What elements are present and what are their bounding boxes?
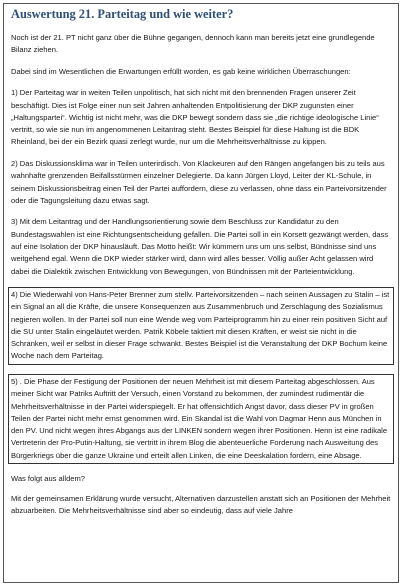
- paragraph-point-1: 1) Der Parteitag war in weiten Teilen unpolitisch, hat sich nicht mit den brennenden Fragen unserer Zeit beschäftigt. Dies ist Folge einer nun seit Jahren anhaltenden Entpolitisierung der DKP zugunsten einer „Haltungspartei“. Wichtig ist nicht mehr, was die DKP bewegt sondern dass sie „die richtige ideologische Linie“ vertritt, so wie sie nun im angenommenen Leitantrag steht. Bestes Beispiel für diese Haltung ist die BDK Rheinland, bei der ein Bezirk quasi zerlegt wurde, nur um die Mehrheitsverhältnisse zu kippen.: [11, 88, 379, 147]
- paragraph-question: Was folgt aus alldem?: [11, 474, 85, 484]
- paragraph-point-2: 2) Das Diskussionsklima war in Teilen unterirdisch. Von Klackeuren auf den Rängen angefangen bis zu teils aus wahnhafte grenzenden Beifallsstürmen einzelner Delegierte. Da kann Jürgen Lloyd, Leiter der KL-Schule, in seinem Diskussionsbeitrag einen Teil der Partei auffordern, diese zu verlassen, ohne dass ein Parteivorsitzender oder die Tagungsleitung dazu etwas sagt.: [11, 158, 387, 205]
- document-page: [3, 3, 399, 583]
- paragraph-conclusion: Mit der gemeinsamen Erklärung wurde versucht, Alternativen darzustellen anstatt sich an Positionen der Mehrheit abzuarbeiten. Die Mehrheitsverhältnisse sind aber so eindeutig, dass auf viele Jahre: [11, 493, 391, 515]
- document-title: Auswertung 21. Parteitag und wie weiter?: [11, 7, 234, 21]
- paragraph-point-4: 4) Die Wiederwahl von Hans-Peter Brenner zum stellv. Parteivorsitzenden – nach seinen Aussagen zu Stalin – ist ein Signal an all die Kräfte, die unsere Konsequenzen aus Zusammenbruch und Zerschlagung des Sozialismus negieren wollen. In der Partei soll nun eine Wende weg vom Parteiprogramm hin zu einer rein positiven Sicht auf die SU unter Stalin eingeläutet werden. Patrik Köbele taktiert mit diesen Kräften, er weist sie nicht in die Schranken, weil er selbst in dieser Frage schwankt. Bestes Beispiel ist die Veranstaltung der DKP Bochum keine Woche nach dem Parteitag.: [8, 287, 394, 365]
- paragraph-point-5: 5) . Die Phase der Festigung der Positionen der neuen Mehrheit ist mit diesem Parteitag abgeschlossen. Aus meiner Sicht war Patriks Auftritt der Versuch, einen Vorstand zu bekommen, der zumindest rudimentär die Mehrheitsverhältnisse in der Partei widerspiegelt. Er hat offensichtlich Angst davor, dass dieser PV in großen Teilen der Partei nicht mehr ernst genommen wird. Ein Skandal ist die Wahl von Dagmar Henn aus München in den PV. Und nicht wegen ihres Abgangs aus der LINKEN sondern wegen ihrer Positionen. Henn ist eine radikale Vertreterin der Pro-Putin-Haltung, sie vertritt in ihrem Blog die abenteuerliche Forderung nach Ausweitung des Bürgerkriegs über die ganze Ukraine und erteilt allen Linken, die eine Deeskalation fordern, eine Absage.: [8, 374, 394, 464]
- paragraph-point-3: 3) Mit dem Leitantrag und der Handlungsorientierung sowie dem Beschluss zur Kandidatur zu den Bundestagswahlen ist eine Richtungsentscheidung gefallen. Die Partei soll in ein Korsett gezwängt werden, dass auf eine Isolation der DKP hinausläuft. Das Motto heißt: Wir kümmern uns um uns selbst, Bündnisse sind uns weitgehend egal. Wenn die DKP wieder stärker wird, dann wird alles besser. Völlig außer Acht gelassen wird dabei die Dialektik zwischen Entwicklung von Bewegungen, von Bündnissen mit der Parteientwicklung.: [11, 217, 389, 276]
- paragraph-intro: Noch ist der 21. PT nicht ganz über die Bühne gegangen, dennoch kann man bereits jetzt eine grundlegende Bilanz ziehen.: [11, 33, 375, 55]
- paragraph-expectations: Dabei sind im Wesentlichen die Erwartungen erfüllt worden, es gab keine wirklichen Überraschungen:: [11, 66, 351, 76]
